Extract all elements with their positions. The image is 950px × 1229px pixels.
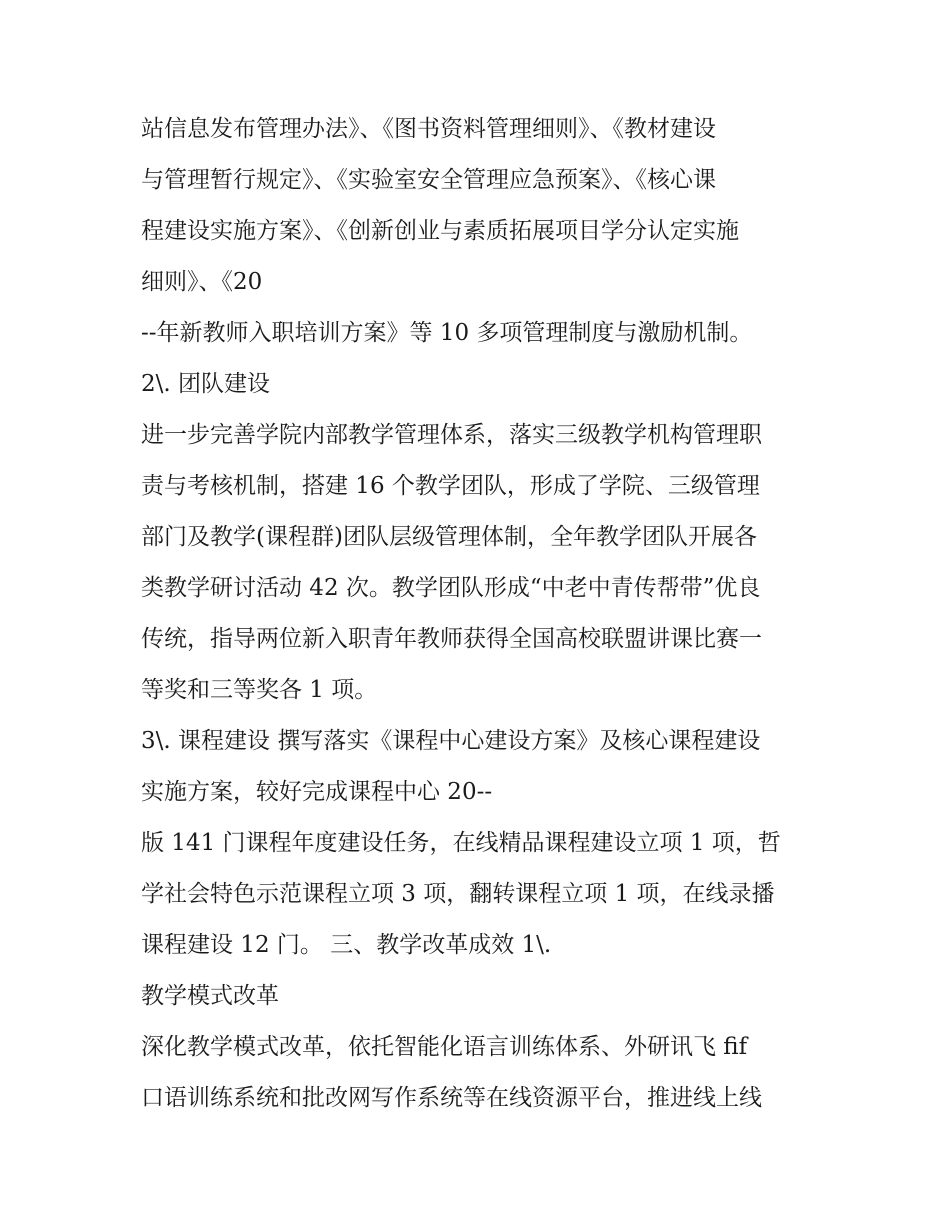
text-line: 传统，指导两位新入职青年教师获得全国高校联盟讲课比赛一 — [141, 626, 762, 652]
document-body — [141, 104, 821, 1124]
text-line: 实施方案，较好完成课程中心 20-- — [141, 779, 493, 805]
text-line: 学社会特色示范课程立项 3 项，翻转课程立项 1 项，在线录播 — [141, 881, 775, 907]
section-heading: 3\. 课程建设 撰写落实《课程中心建设方案》及核心课程建设 — [141, 728, 761, 754]
text-line: 版 141 门课程年度建设任务，在线精品课程建设立项 1 项，哲 — [141, 830, 781, 856]
text-line: 类教学研讨活动 42 次。教学团队形成“中老中青传帮带”优良 — [141, 575, 761, 601]
text-line: 责与考核机制，搭建 16 个教学团队，形成了学院、三级管理 — [141, 473, 760, 499]
text-line: 与管理暂行规定》、《实验室安全管理应急预案》、《核心课 — [141, 167, 716, 193]
text-line: 深化教学模式改革，依托智能化语言训练体系、外研讯飞 fif — [141, 1034, 748, 1060]
text-line: 站信息发布管理办法》、《图书资料管理细则》、《教材建设 — [141, 116, 716, 142]
section-heading: 教学模式改革 — [141, 983, 279, 1009]
section-heading: 2\. 团队建设 — [141, 371, 271, 397]
text-line: 程建设实施方案》、《创新创业与素质拓展项目学分认定实施 — [141, 218, 739, 244]
text-line: 课程建设 12 门。 三、教学改革成效 1\. — [141, 932, 552, 958]
text-line: 等奖和三等奖各 1 项。 — [141, 677, 378, 703]
text-line: 部门及教学(课程群)团队层级管理体制，全年教学团队开展各 — [141, 524, 757, 550]
text-line: 进一步完善学院内部教学管理体系，落实三级教学机构管理职 — [141, 422, 762, 448]
text-line: 口语训练系统和批改网写作系统等在线资源平台，推进线上线 — [141, 1085, 762, 1111]
text-line: --年新教师入职培训方案》等 10 多项管理制度与激励机制。 — [141, 320, 753, 346]
text-line: 细则》、《20 — [141, 269, 263, 295]
